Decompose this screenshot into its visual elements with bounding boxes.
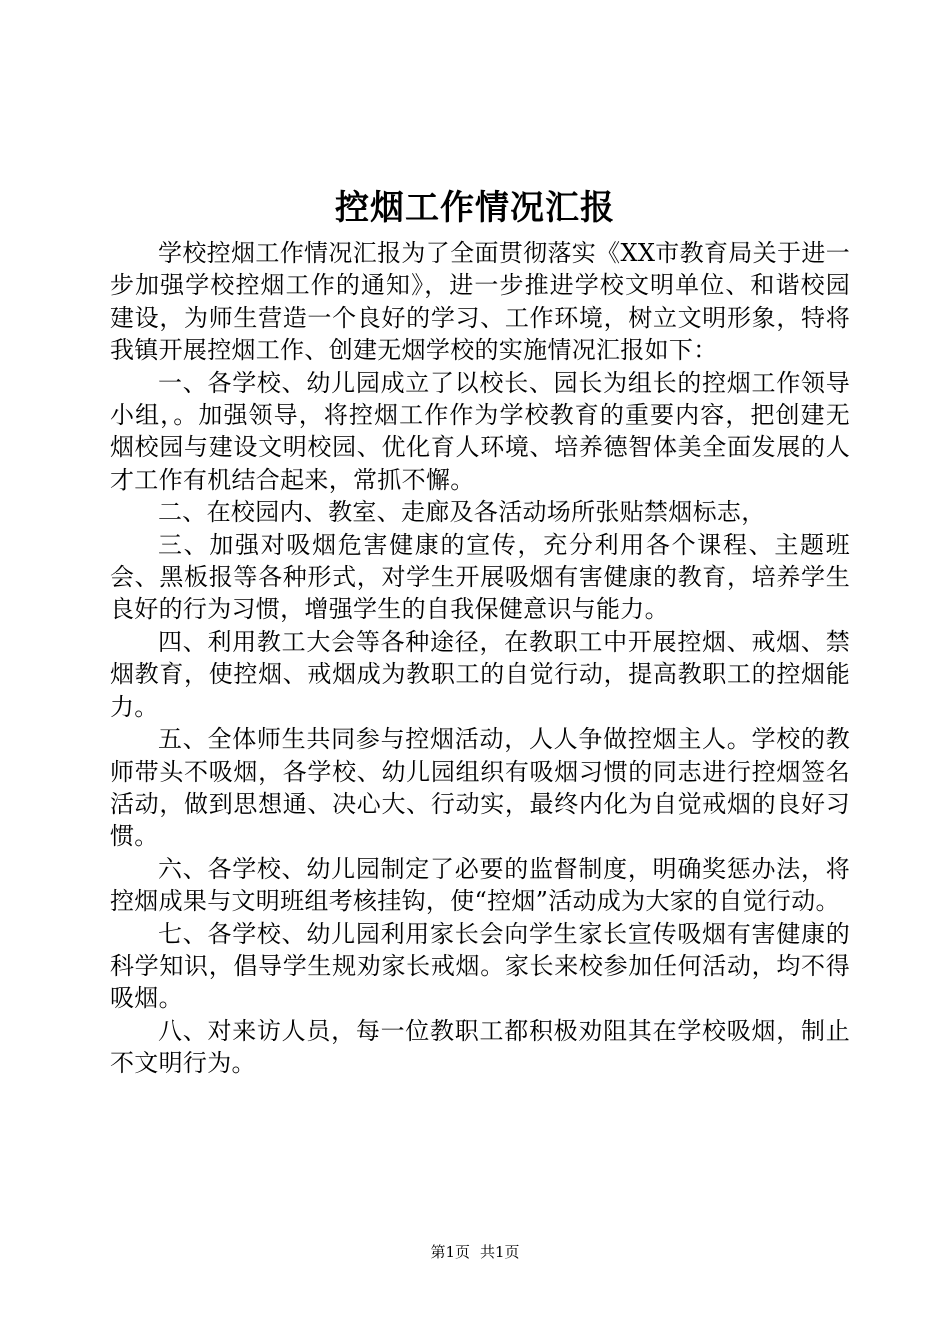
document-title: 控烟工作情况汇报 (335, 188, 615, 228)
page-footer (0, 1242, 950, 1262)
paragraph-intro: 学校控烟工作情况汇报为了全面贯彻落实《XX市教育局关于进一步加强学校控烟工作的通知》，进一步推进学校文明单位、和谐校园建设，为师生营造一个良好的学习、工作环境，树立文明形象，特将我镇开展控烟工作、创建无烟学校的实施情况汇报如下： (110, 239, 850, 365)
paragraph-item-5: 五、全体师生共同参与控烟活动，人人争做控烟主人。学校的教师带头不吸烟，各学校、幼儿园组织有吸烟习惯的同志进行控烟签名活动，做到思想通、决心大、行动实，最终内化为自觉戒烟的良好习惯。 (110, 725, 850, 851)
paragraph-item-7: 七、各学校、幼儿园利用家长会向学生家长宣传吸烟有害健康的科学知识，倡导学生规劝家长戒烟。家长来校参加任何活动，均不得吸烟。 (110, 919, 850, 1013)
page-number: 第1页 (430, 1243, 470, 1261)
document-body (110, 237, 850, 1080)
page-total: 共1页 (480, 1243, 520, 1261)
paragraph-item-3: 三、加强对吸烟危害健康的宣传，充分利用各个课程、主题班会、黑板报等各种形式，对学生开展吸烟有害健康的教育，培养学生良好的行为习惯，增强学生的自我保健意识与能力。 (110, 530, 850, 624)
paragraph-item-1: 一、各学校、幼儿园成立了以校长、园长为组长的控烟工作领导小组，。加强领导，将控烟工作作为学校教育的重要内容，把创建无烟校园与建设文明校园、优化育人环境、培养德智体美全面发展的人才工作有机结合起来，常抓不懈。 (110, 368, 850, 494)
paragraph-item-6: 六、各学校、幼儿园制定了必要的监督制度，明确奖惩办法，将控烟成果与文明班组考核挂钩，使“控烟”活动成为大家的自觉行动。 (110, 854, 850, 916)
paragraph-item-2: 二、在校园内、教室、走廊及各活动场所张贴禁烟标志， (158, 498, 766, 527)
paragraph-item-4: 四、利用教工大会等各种途径，在教职工中开展控烟、戒烟、禁烟教育，使控烟、戒烟成为教职工的自觉行动，提高教职工的控烟能力。 (110, 627, 850, 721)
paragraph-item-8: 八、对来访人员，每一位教职工都积极劝阻其在学校吸烟，制止不文明行为。 (110, 1016, 850, 1078)
